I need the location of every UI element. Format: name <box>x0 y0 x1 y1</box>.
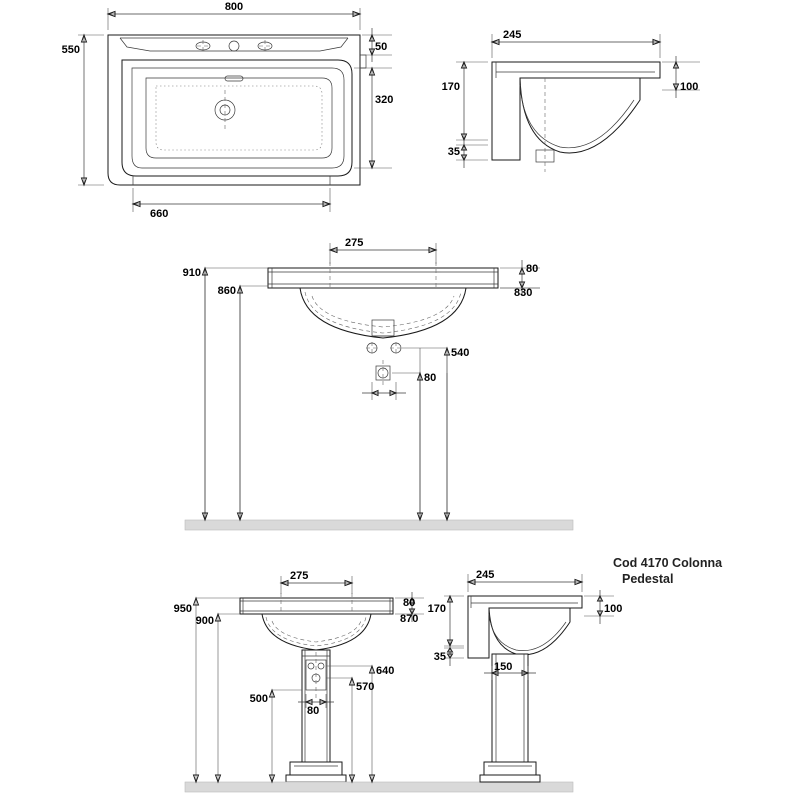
dim-side-rim-height: 170 <box>441 81 460 93</box>
dim-ped-rim-thickness: 80 <box>403 597 416 609</box>
dim-sideped-projection: 245 <box>476 569 495 581</box>
drawing-title-block <box>613 556 723 586</box>
floor-line-2 <box>185 782 573 792</box>
dim-top-bowl-depth: 320 <box>375 94 394 106</box>
dim-ped-waste-height: 640 <box>376 665 395 677</box>
dim-top-width: 800 <box>224 1 244 13</box>
dim-front-overall-height: 910 <box>182 267 201 279</box>
dim-front-rim-thickness: 80 <box>526 263 539 275</box>
dim-sideped-depth: 150 <box>494 661 513 673</box>
dim-ped-waste-offset: 80 <box>307 705 320 717</box>
dim-top-depth: 550 <box>61 44 80 56</box>
dim-top-rim-back: 50 <box>375 41 388 53</box>
dim-front-trap-height: 80 <box>424 372 437 384</box>
side-view <box>442 29 700 172</box>
dim-sideped-back-height: 100 <box>604 603 623 615</box>
dim-side-underside: 35 <box>447 146 460 158</box>
dim-side-back-height: 100 <box>680 81 699 93</box>
dim-front-tap-centres: 275 <box>345 237 364 249</box>
floor-line-1 <box>185 520 573 530</box>
dim-ped-trap-height: 570 <box>356 681 375 693</box>
dim-top-bowl-width: 660 <box>150 208 169 220</box>
product-code-title: Cod 4170 Colonna <box>613 556 723 570</box>
front-view-wall-hung <box>183 237 573 530</box>
dim-sideped-underside: 35 <box>433 651 446 663</box>
product-subtitle: Pedestal <box>622 572 674 586</box>
dim-front-waste-height: 540 <box>451 347 470 359</box>
dim-ped-overall-height: 950 <box>173 603 192 615</box>
dim-front-top-height: 830 <box>514 287 533 299</box>
top-view <box>62 1 394 220</box>
dim-ped-top-height: 870 <box>400 613 419 625</box>
dim-front-rim-height: 860 <box>217 285 236 297</box>
dim-sideped-rim-height: 170 <box>427 603 446 615</box>
dim-side-projection: 245 <box>503 29 522 41</box>
side-view-pedestal <box>428 569 623 782</box>
dim-ped-rim-height: 900 <box>195 615 214 627</box>
dim-ped-pedestal-top: 500 <box>249 693 268 705</box>
dim-ped-tap-centres: 275 <box>290 570 309 582</box>
